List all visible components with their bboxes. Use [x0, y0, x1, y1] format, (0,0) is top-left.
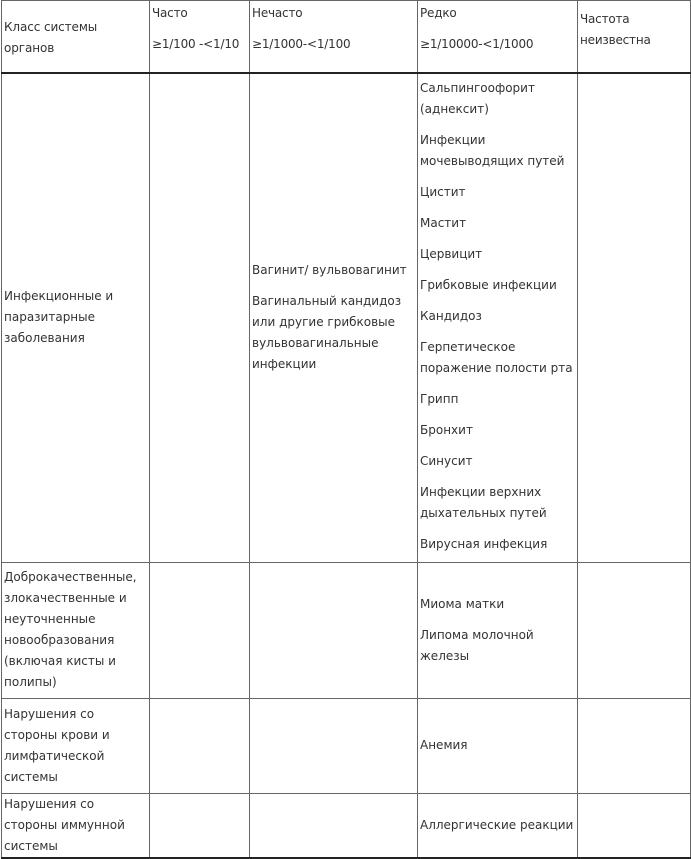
unknown-cell [578, 562, 691, 698]
organ-class-cell: Нарушения со стороны крови и лимфатической системы [2, 698, 150, 793]
reaction-item: Липома молочной железы [420, 627, 534, 663]
rare-cell [418, 793, 578, 858]
infrequent-cell [250, 698, 418, 793]
reaction-item: Грибковые инфекции [420, 278, 557, 293]
table-row [2, 793, 691, 858]
organ-class-cell: Нарушения со стороны иммунной системы [2, 793, 150, 858]
frequent-cell [150, 793, 250, 858]
reaction-item: Сальпингоофорит (аднексит) [420, 81, 535, 117]
reaction-item: Цервицит [420, 247, 483, 262]
reaction-item: Бронхит [420, 423, 473, 438]
organ-class-cell: Инфекционные и паразитарные заболевания [2, 73, 150, 562]
infrequent-cell [250, 793, 418, 858]
table-row [2, 698, 691, 793]
reaction-item: Вагинит/ вульвовагинит [252, 263, 407, 278]
reaction-item: Кандидоз [420, 309, 482, 324]
reaction-item: Синусит [420, 454, 473, 469]
unknown-cell [578, 698, 691, 793]
infrequent-cell [250, 73, 418, 562]
organ-class-cell: Доброкачественные, злокачественные и неуточненные новообразования (включая кисты и полипы) [2, 562, 150, 698]
reaction-item: Инфекции мочевыводящих путей [420, 133, 565, 169]
rare-cell [418, 562, 578, 698]
reaction-item: Миома матки [420, 596, 505, 611]
rare-cell [418, 698, 578, 793]
header-frequent: Часто ≥1/100 -<1/10 [150, 1, 250, 74]
header-unknown: Частота неизвестна [578, 1, 691, 74]
table-header-row [2, 1, 691, 74]
table-row [2, 562, 691, 698]
header-infrequent: Нечасто ≥1/1000-<1/100 [250, 1, 418, 74]
table-row [2, 73, 691, 562]
unknown-cell [578, 793, 691, 858]
reaction-item: Цистит [420, 185, 466, 200]
frequent-cell [150, 698, 250, 793]
reaction-item: Грипп [420, 392, 459, 407]
infrequent-cell [250, 562, 418, 698]
frequent-cell [150, 562, 250, 698]
rare-cell [418, 73, 578, 562]
reaction-item: Мастит [420, 216, 467, 231]
reaction-item: Аллергические реакции [420, 817, 574, 832]
adverse-reactions-table [1, 0, 691, 859]
reaction-item: Инфекции верхних дыхательных путей [420, 485, 547, 521]
header-rare: Редко ≥1/10000-<1/1000 [418, 1, 578, 74]
header-organ-class: Класс системы органов [2, 1, 150, 74]
reaction-item: Вирусная инфекция [420, 537, 548, 552]
reaction-item: Герпетическое поражение полости рта [420, 340, 573, 376]
frequent-cell [150, 73, 250, 562]
unknown-cell [578, 73, 691, 562]
reaction-item: Вагинальный кандидоз или другие грибковые вульвовагинальные инфекции [252, 294, 402, 372]
reaction-item: Анемия [420, 738, 468, 752]
